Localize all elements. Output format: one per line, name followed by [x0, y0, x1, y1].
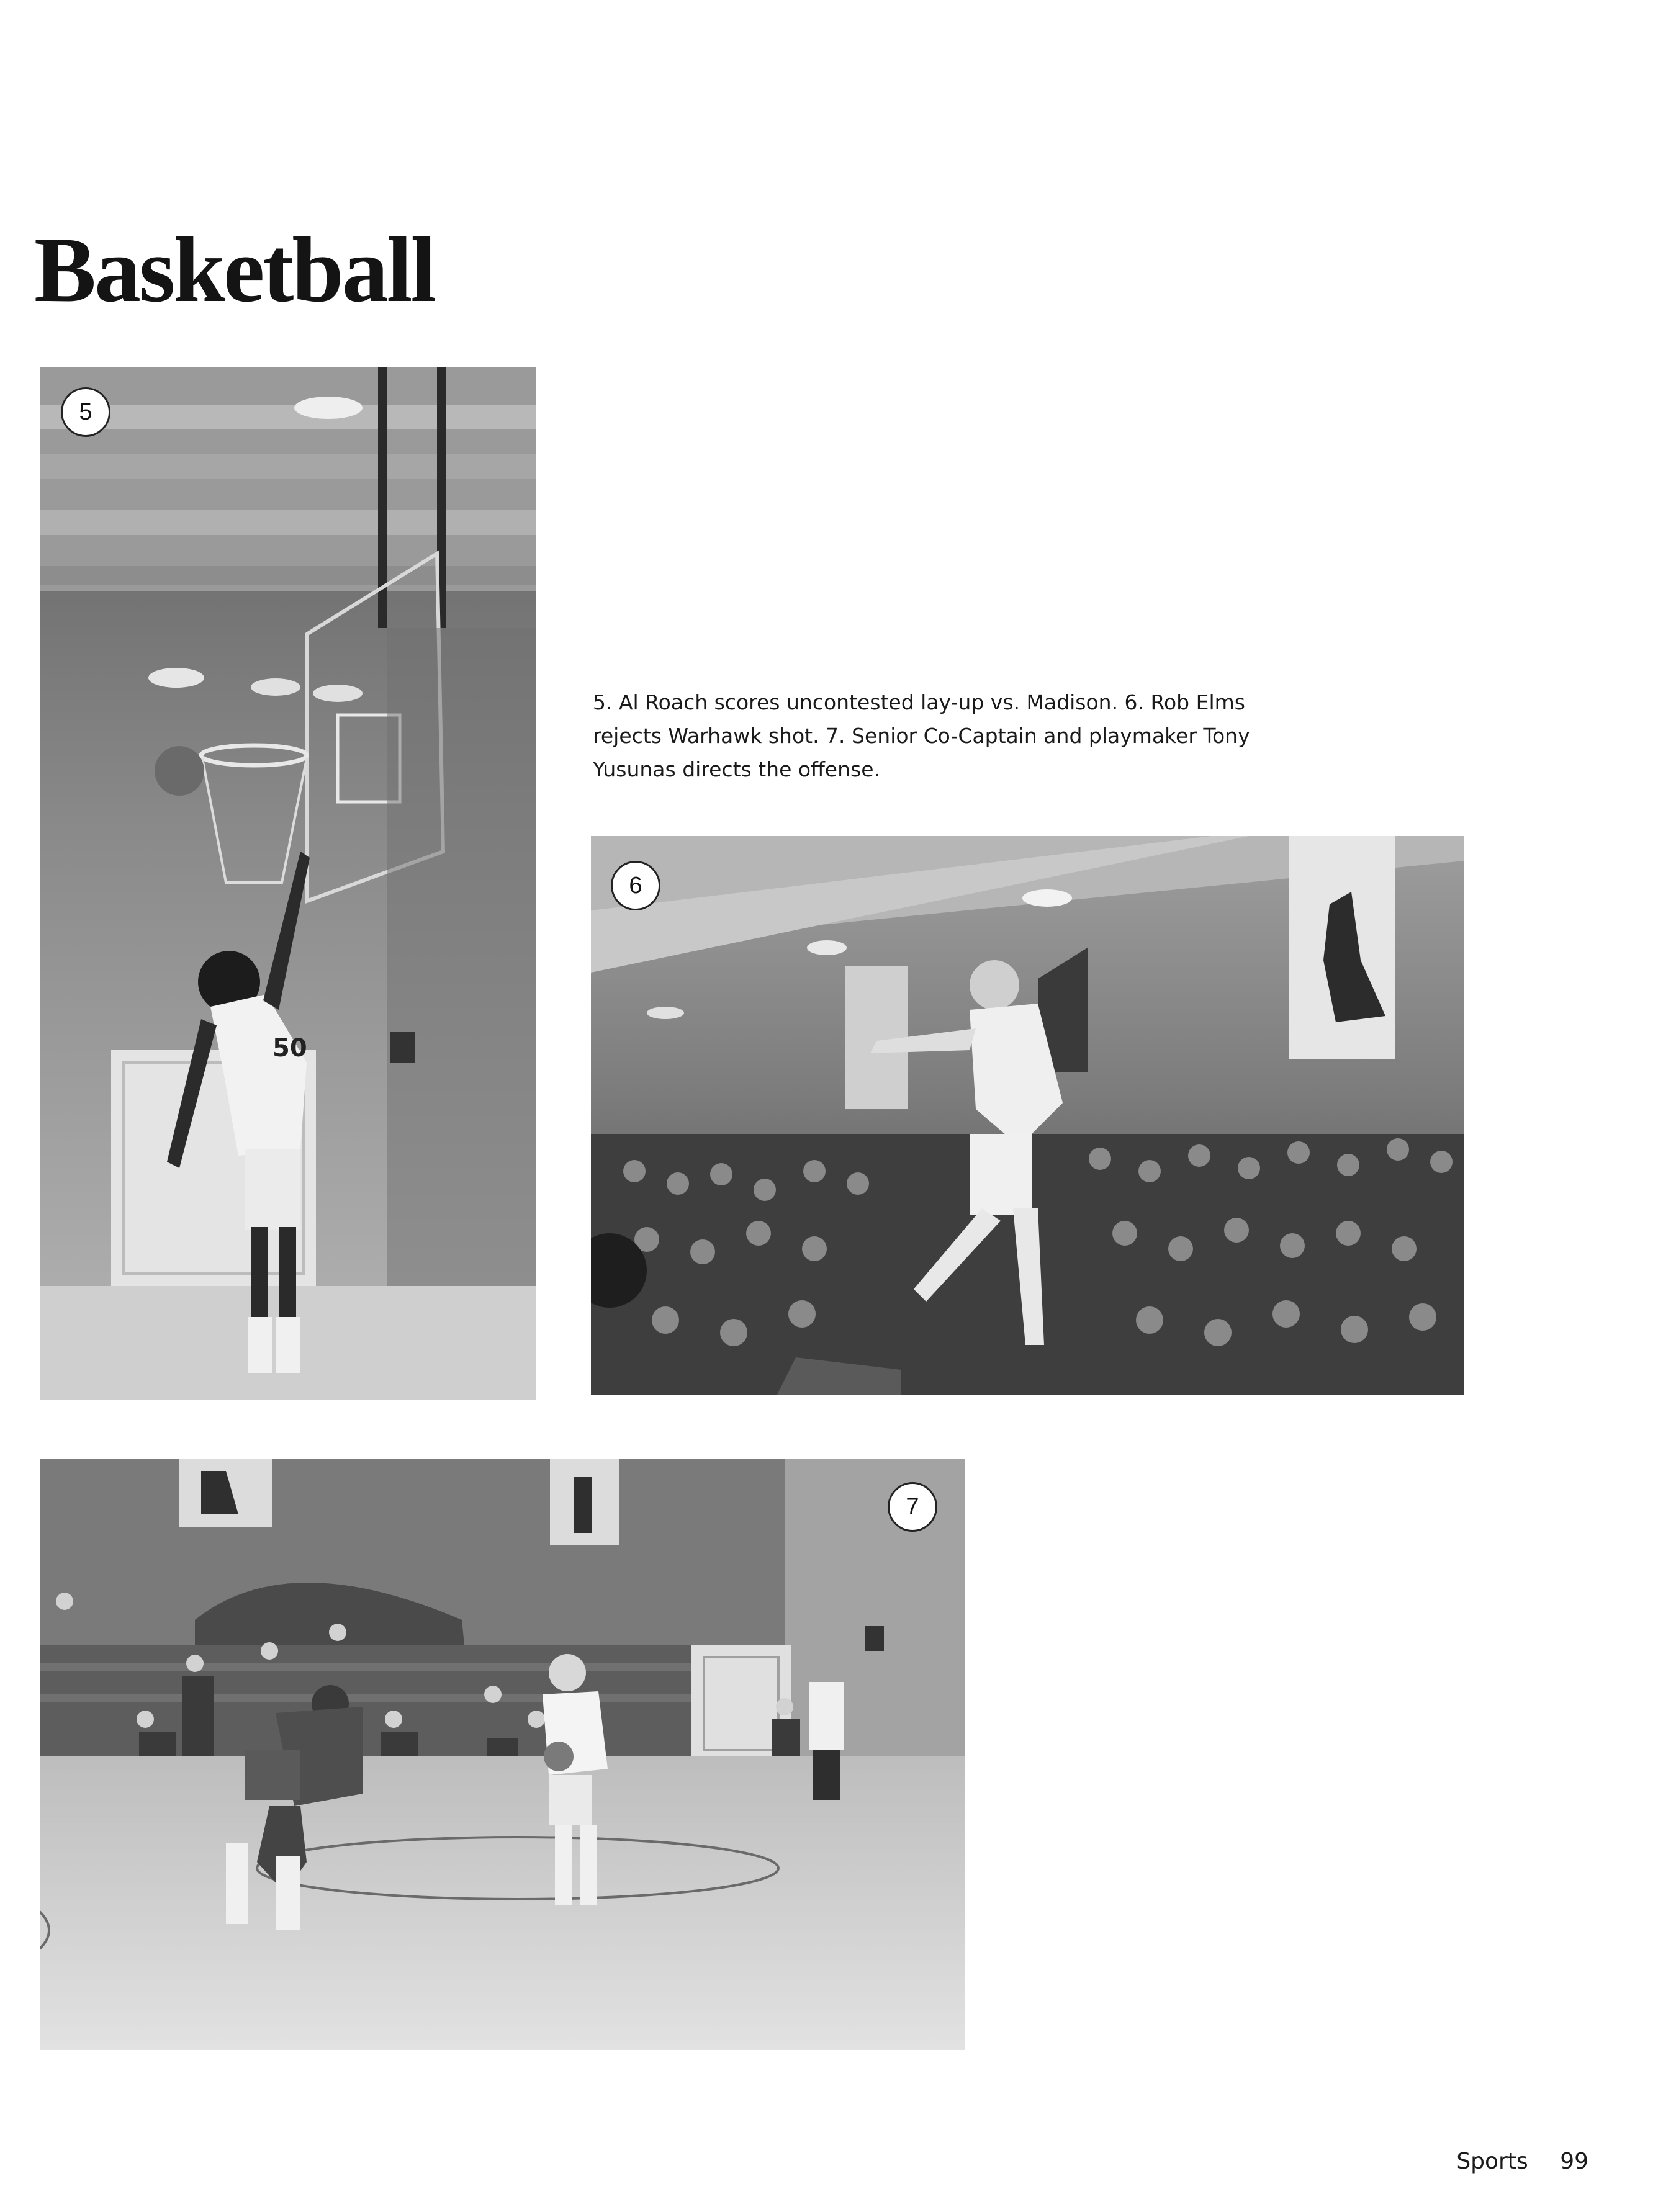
page-footer: [1456, 2149, 1588, 2174]
jersey-number: 50: [272, 1034, 307, 1063]
photo-6-number-badge: 6: [611, 861, 660, 910]
photo-5-number-badge: 5: [61, 387, 110, 437]
photo-caption: 5. Al Roach scores uncontested lay-up vs. Madison. 6. Rob Elms rejects Warhawk shot. 7. Senior Co-Captain and playmaker Tony Yusunas directs the offense.: [593, 690, 1250, 781]
photo-7-image: [40, 1459, 965, 2050]
photo-7-offense: [40, 1459, 965, 2050]
photo-6-image: [591, 836, 1464, 1395]
photo-6-block: [591, 836, 1464, 1395]
page-title: Basketball: [34, 218, 435, 321]
photo-7-number-badge: 7: [888, 1482, 937, 1532]
footer-section-name: Sports: [1456, 2149, 1528, 2174]
page-number: 99: [1560, 2149, 1588, 2174]
photo-5-image: [40, 367, 536, 1400]
photo-5-layup: [40, 367, 536, 1400]
